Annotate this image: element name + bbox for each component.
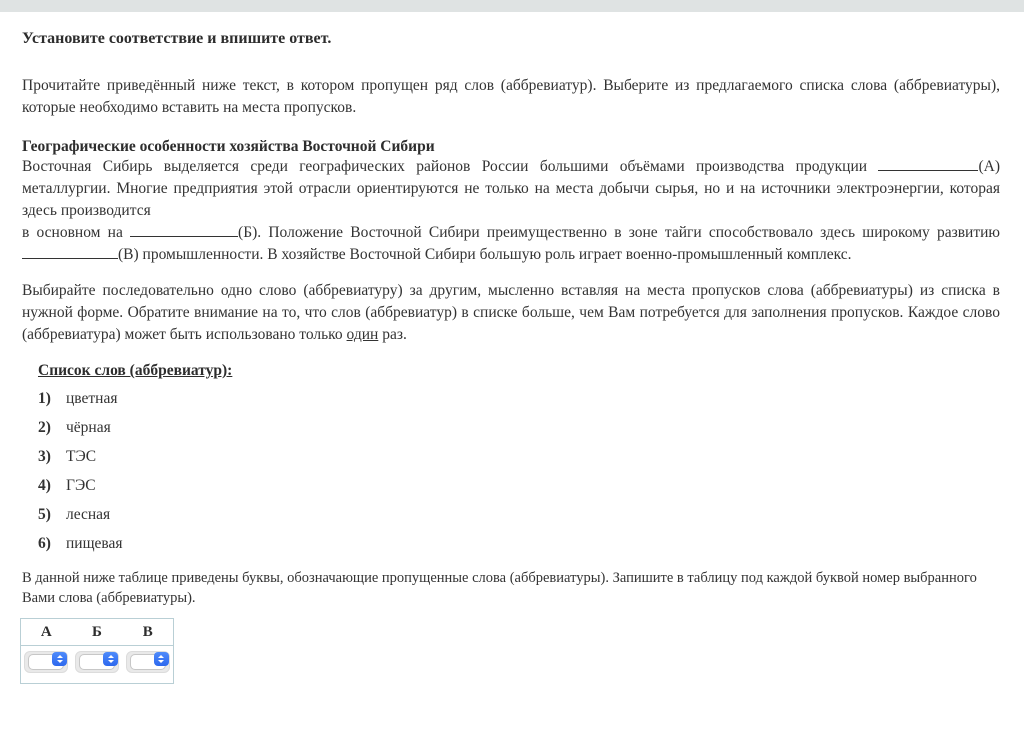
answer-table bbox=[20, 618, 174, 684]
question-title: Установите соответствие и впишите ответ. bbox=[22, 30, 332, 47]
blank-a bbox=[878, 157, 978, 171]
answer-table-header-row bbox=[21, 619, 174, 646]
word-item-number: 3) bbox=[38, 448, 51, 465]
intro-paragraph: Прочитайте приведённый ниже текст, в котором пропущен ряд слов (аббревиатур). Выберите из предлагаемого списка слова (аббревиатуры), которые необходимо вставить на места пропусков. bbox=[22, 77, 1000, 116]
instruction-paragraph bbox=[22, 280, 1000, 346]
select-stepper-icon bbox=[52, 652, 67, 666]
passage-seg1: Восточная Сибирь выделяется среди географических районов России большими объёмами производства продукции bbox=[22, 158, 868, 175]
answer-select-v[interactable] bbox=[126, 651, 170, 673]
word-item-number: 5) bbox=[38, 506, 51, 523]
select-stepper-icon bbox=[103, 652, 118, 666]
word-item-label: ТЭС bbox=[66, 448, 97, 465]
blank-b bbox=[130, 223, 238, 237]
passage-seg3: в основном на bbox=[22, 224, 123, 241]
word-list-heading: Список слов (аббревиатур): bbox=[38, 362, 233, 379]
word-list-item bbox=[38, 448, 1000, 477]
passage-heading: Географические особенности хозяйства Восточной Сибири bbox=[22, 138, 435, 155]
word-item-label: ГЭС bbox=[66, 477, 96, 494]
word-list-item bbox=[38, 506, 1000, 535]
answer-table-note: В данной ниже таблице приведены буквы, обозначающие пропущенные слова (аббревиатуры). Запишите в таблицу под каждой буквой номер выбранного Вами слова (аббревиатуры). bbox=[22, 570, 977, 606]
word-item-number: 1) bbox=[38, 390, 51, 407]
page-top-band bbox=[0, 0, 1024, 12]
word-list-item bbox=[38, 390, 1000, 419]
instruction-underlined-word: один bbox=[346, 326, 379, 343]
blank-b-label: (Б) bbox=[238, 224, 258, 241]
word-item-number: 4) bbox=[38, 477, 51, 494]
word-list-item bbox=[38, 477, 1000, 506]
blank-v bbox=[22, 245, 118, 259]
word-item-number: 6) bbox=[38, 535, 51, 552]
answer-select-b[interactable] bbox=[75, 651, 119, 673]
answer-col-b-header: Б bbox=[72, 619, 123, 646]
answer-select-a[interactable] bbox=[24, 651, 68, 673]
passage-text bbox=[22, 156, 1000, 266]
passage-seg2: металлургии. Многие предприятия этой отрасли ориентируются не только на места добычи сырья, но и на источники электроэнергии, которая здесь производится bbox=[22, 180, 1000, 219]
passage-seg5: промышленности. В хозяйстве Восточной Сибири большую роль играет военно-промышленный комплекс. bbox=[142, 246, 852, 263]
instruction-seg1: Выбирайте последовательно одно слово (аббревиатуру) за другим, мысленно вставляя на места пропусков слова (аббревиатуры) из списка в нужной форме. Обратите внимание на то, что слов (аббревиатур) в списке больше, чем Вам потребуется для заполнения пропусков. Каждое слово (аббревиатура) может быть использовано только bbox=[22, 282, 1000, 343]
word-list-item bbox=[38, 419, 1000, 448]
word-item-number: 2) bbox=[38, 419, 51, 436]
answer-table-input-row bbox=[21, 646, 174, 684]
word-item-label: пищевая bbox=[66, 535, 123, 552]
answer-col-v-header: В bbox=[123, 619, 174, 646]
word-item-label: чёрная bbox=[66, 419, 111, 436]
answer-col-a-header: А bbox=[21, 619, 72, 646]
answer-cell-b bbox=[72, 646, 123, 684]
select-stepper-icon bbox=[154, 652, 169, 666]
word-list-item bbox=[38, 535, 1000, 564]
word-item-label: цветная bbox=[66, 390, 118, 407]
blank-a-label: (А) bbox=[978, 158, 1001, 175]
instruction-seg2: раз. bbox=[382, 326, 407, 343]
answer-cell-v bbox=[123, 646, 174, 684]
word-list bbox=[38, 390, 1000, 564]
question-content bbox=[0, 12, 1024, 684]
blank-v-label: (В) bbox=[118, 246, 139, 263]
answer-cell-a bbox=[21, 646, 72, 684]
passage-seg4: . Положение Восточной Сибири преимущественно в зоне тайги способствовало здесь широкому развитию bbox=[257, 224, 1000, 241]
word-item-label: лесная bbox=[66, 506, 111, 523]
